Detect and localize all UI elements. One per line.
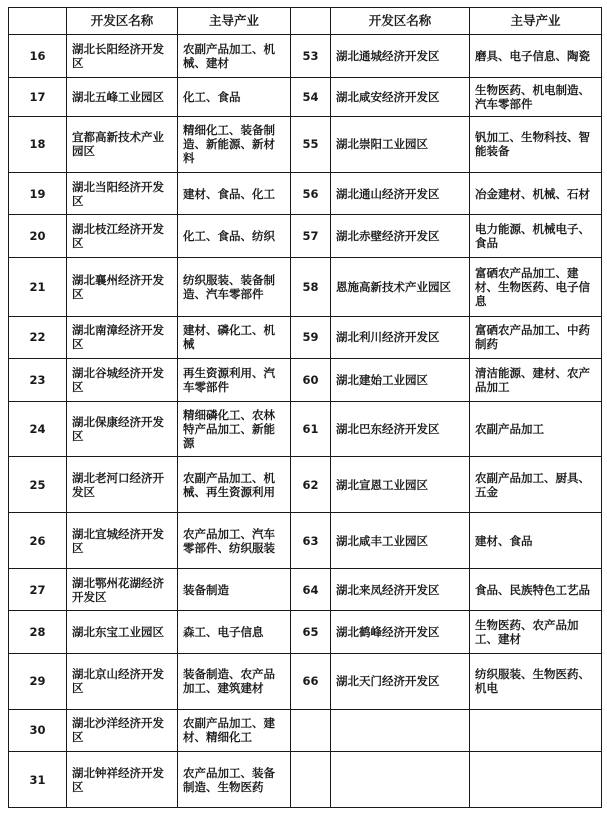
row-number: 64 — [291, 568, 331, 611]
row-number: 55 — [291, 117, 331, 173]
row-number: 63 — [291, 513, 331, 569]
row-number: 28 — [9, 611, 67, 654]
row-number: 18 — [9, 117, 67, 173]
zone-industry: 生物医药、农产品加工、建材 — [470, 611, 602, 654]
zone-industry: 森工、电子信息 — [178, 611, 291, 654]
zone-industry: 农副产品加工 — [470, 401, 602, 457]
row-number: 66 — [291, 653, 331, 709]
row-number: 30 — [9, 709, 67, 752]
zone-industry: 农副产品加工、机械、再生资源利用 — [178, 457, 291, 513]
zone-name: 湖北通山经济开发区 — [331, 172, 470, 215]
development-zone-table — [8, 7, 602, 808]
zone-industry: 装备制造、农产品加工、建筑建材 — [178, 653, 291, 709]
row-number: 65 — [291, 611, 331, 654]
zone-name: 湖北保康经济开发区 — [67, 401, 178, 457]
zone-name — [331, 752, 470, 808]
zone-industry: 农副产品加工、建材、精细化工 — [178, 709, 291, 752]
row-number: 54 — [291, 77, 331, 117]
table-row — [9, 359, 602, 402]
zone-industry: 农产品加工、汽车零部件、纺织服装 — [178, 513, 291, 569]
zone-name: 湖北老河口经济开发区 — [67, 457, 178, 513]
zone-name: 湖北通城经济开发区 — [331, 35, 470, 78]
table-row — [9, 457, 602, 513]
zone-name: 湖北宣恩工业园区 — [331, 457, 470, 513]
zone-industry: 磨具、电子信息、陶瓷 — [470, 35, 602, 78]
zone-name: 湖北长阳经济开发区 — [67, 35, 178, 78]
zone-name: 湖北天门经济开发区 — [331, 653, 470, 709]
zone-name: 湖北咸安经济开发区 — [331, 77, 470, 117]
row-number: 26 — [9, 513, 67, 569]
zone-name: 湖北东宝工业园区 — [67, 611, 178, 654]
row-number: 27 — [9, 568, 67, 611]
header-left-zone-name: 开发区名称 — [67, 8, 178, 35]
zone-industry: 冶金建材、机械、石材 — [470, 172, 602, 215]
table-row — [9, 568, 602, 611]
row-number: 60 — [291, 359, 331, 402]
row-number — [291, 752, 331, 808]
zone-industry: 富硒农产品加工、建材、生物医药、电子信息 — [470, 257, 602, 316]
zone-name: 湖北巴东经济开发区 — [331, 401, 470, 457]
table-row — [9, 401, 602, 457]
table-row — [9, 752, 602, 808]
row-number — [291, 709, 331, 752]
header-right-zone-name: 开发区名称 — [331, 8, 470, 35]
zone-name: 湖北利川经济开发区 — [331, 316, 470, 359]
zone-industry — [470, 752, 602, 808]
row-number: 21 — [9, 257, 67, 316]
zone-industry: 建材、磷化工、机械 — [178, 316, 291, 359]
zone-name: 湖北沙洋经济开发区 — [67, 709, 178, 752]
table-row — [9, 77, 602, 117]
table-row — [9, 653, 602, 709]
zone-industry: 电力能源、机械电子、食品 — [470, 215, 602, 258]
zone-name: 湖北崇阳工业园区 — [331, 117, 470, 173]
zone-industry — [470, 709, 602, 752]
row-number: 16 — [9, 35, 67, 78]
row-number: 19 — [9, 172, 67, 215]
zone-industry: 化工、食品、纺织 — [178, 215, 291, 258]
zone-industry: 钒加工、生物科技、智能装备 — [470, 117, 602, 173]
row-number: 57 — [291, 215, 331, 258]
zone-industry: 农副产品加工、厨具、五金 — [470, 457, 602, 513]
header-right-number — [291, 8, 331, 35]
table-row — [9, 257, 602, 316]
zone-name: 湖北枝江经济开发区 — [67, 215, 178, 258]
zone-name: 湖北来凤经济开发区 — [331, 568, 470, 611]
zone-industry: 食品、民族特色工艺品 — [470, 568, 602, 611]
row-number: 29 — [9, 653, 67, 709]
zone-name: 湖北当阳经济开发区 — [67, 172, 178, 215]
zone-industry: 再生资源利用、汽车零部件 — [178, 359, 291, 402]
row-number: 23 — [9, 359, 67, 402]
zone-name — [331, 709, 470, 752]
row-number: 62 — [291, 457, 331, 513]
zone-industry: 纺织服装、装备制造、汽车零部件 — [178, 257, 291, 316]
row-number: 20 — [9, 215, 67, 258]
zone-name: 湖北宜城经济开发区 — [67, 513, 178, 569]
table-row — [9, 513, 602, 569]
header-left-industry: 主导产业 — [178, 8, 291, 35]
zone-industry: 建材、食品、化工 — [178, 172, 291, 215]
zone-name: 湖北襄州经济开发区 — [67, 257, 178, 316]
row-number: 53 — [291, 35, 331, 78]
zone-name: 湖北五峰工业园区 — [67, 77, 178, 117]
zone-name: 湖北鹤峰经济开发区 — [331, 611, 470, 654]
table-row — [9, 709, 602, 752]
row-number: 59 — [291, 316, 331, 359]
zone-name: 湖北南漳经济开发区 — [67, 316, 178, 359]
row-number: 31 — [9, 752, 67, 808]
zone-industry: 清洁能源、建材、农产品加工 — [470, 359, 602, 402]
zone-industry: 农副产品加工、机械、建材 — [178, 35, 291, 78]
zone-industry: 富硒农产品加工、中药制药 — [470, 316, 602, 359]
zone-name: 湖北建始工业园区 — [331, 359, 470, 402]
header-row — [9, 8, 602, 35]
table-row — [9, 35, 602, 78]
table-row — [9, 172, 602, 215]
table-row — [9, 316, 602, 359]
zone-name: 宜都高新技术产业园区 — [67, 117, 178, 173]
zone-name: 湖北咸丰工业园区 — [331, 513, 470, 569]
table-row — [9, 117, 602, 173]
table-row — [9, 611, 602, 654]
header-right-industry: 主导产业 — [470, 8, 602, 35]
row-number: 24 — [9, 401, 67, 457]
zone-industry: 农产品加工、装备制造、生物医药 — [178, 752, 291, 808]
zone-name: 湖北鄂州花湖经济开发区 — [67, 568, 178, 611]
zone-industry: 生物医药、机电制造、汽车零部件 — [470, 77, 602, 117]
row-number: 22 — [9, 316, 67, 359]
zone-name: 恩施高新技术产业园区 — [331, 257, 470, 316]
zone-industry: 化工、食品 — [178, 77, 291, 117]
zone-industry: 纺织服装、生物医药、机电 — [470, 653, 602, 709]
zone-name: 湖北京山经济开发区 — [67, 653, 178, 709]
row-number: 61 — [291, 401, 331, 457]
zone-industry: 建材、食品 — [470, 513, 602, 569]
zone-industry: 装备制造 — [178, 568, 291, 611]
row-number: 17 — [9, 77, 67, 117]
row-number: 58 — [291, 257, 331, 316]
zone-name: 湖北钟祥经济开发区 — [67, 752, 178, 808]
zone-name: 湖北赤壁经济开发区 — [331, 215, 470, 258]
row-number: 56 — [291, 172, 331, 215]
header-left-number — [9, 8, 67, 35]
row-number: 25 — [9, 457, 67, 513]
table-row — [9, 215, 602, 258]
zone-industry: 精细化工、装备制造、新能源、新材料 — [178, 117, 291, 173]
zone-name: 湖北谷城经济开发区 — [67, 359, 178, 402]
zone-industry: 精细磷化工、农林特产品加工、新能源 — [178, 401, 291, 457]
